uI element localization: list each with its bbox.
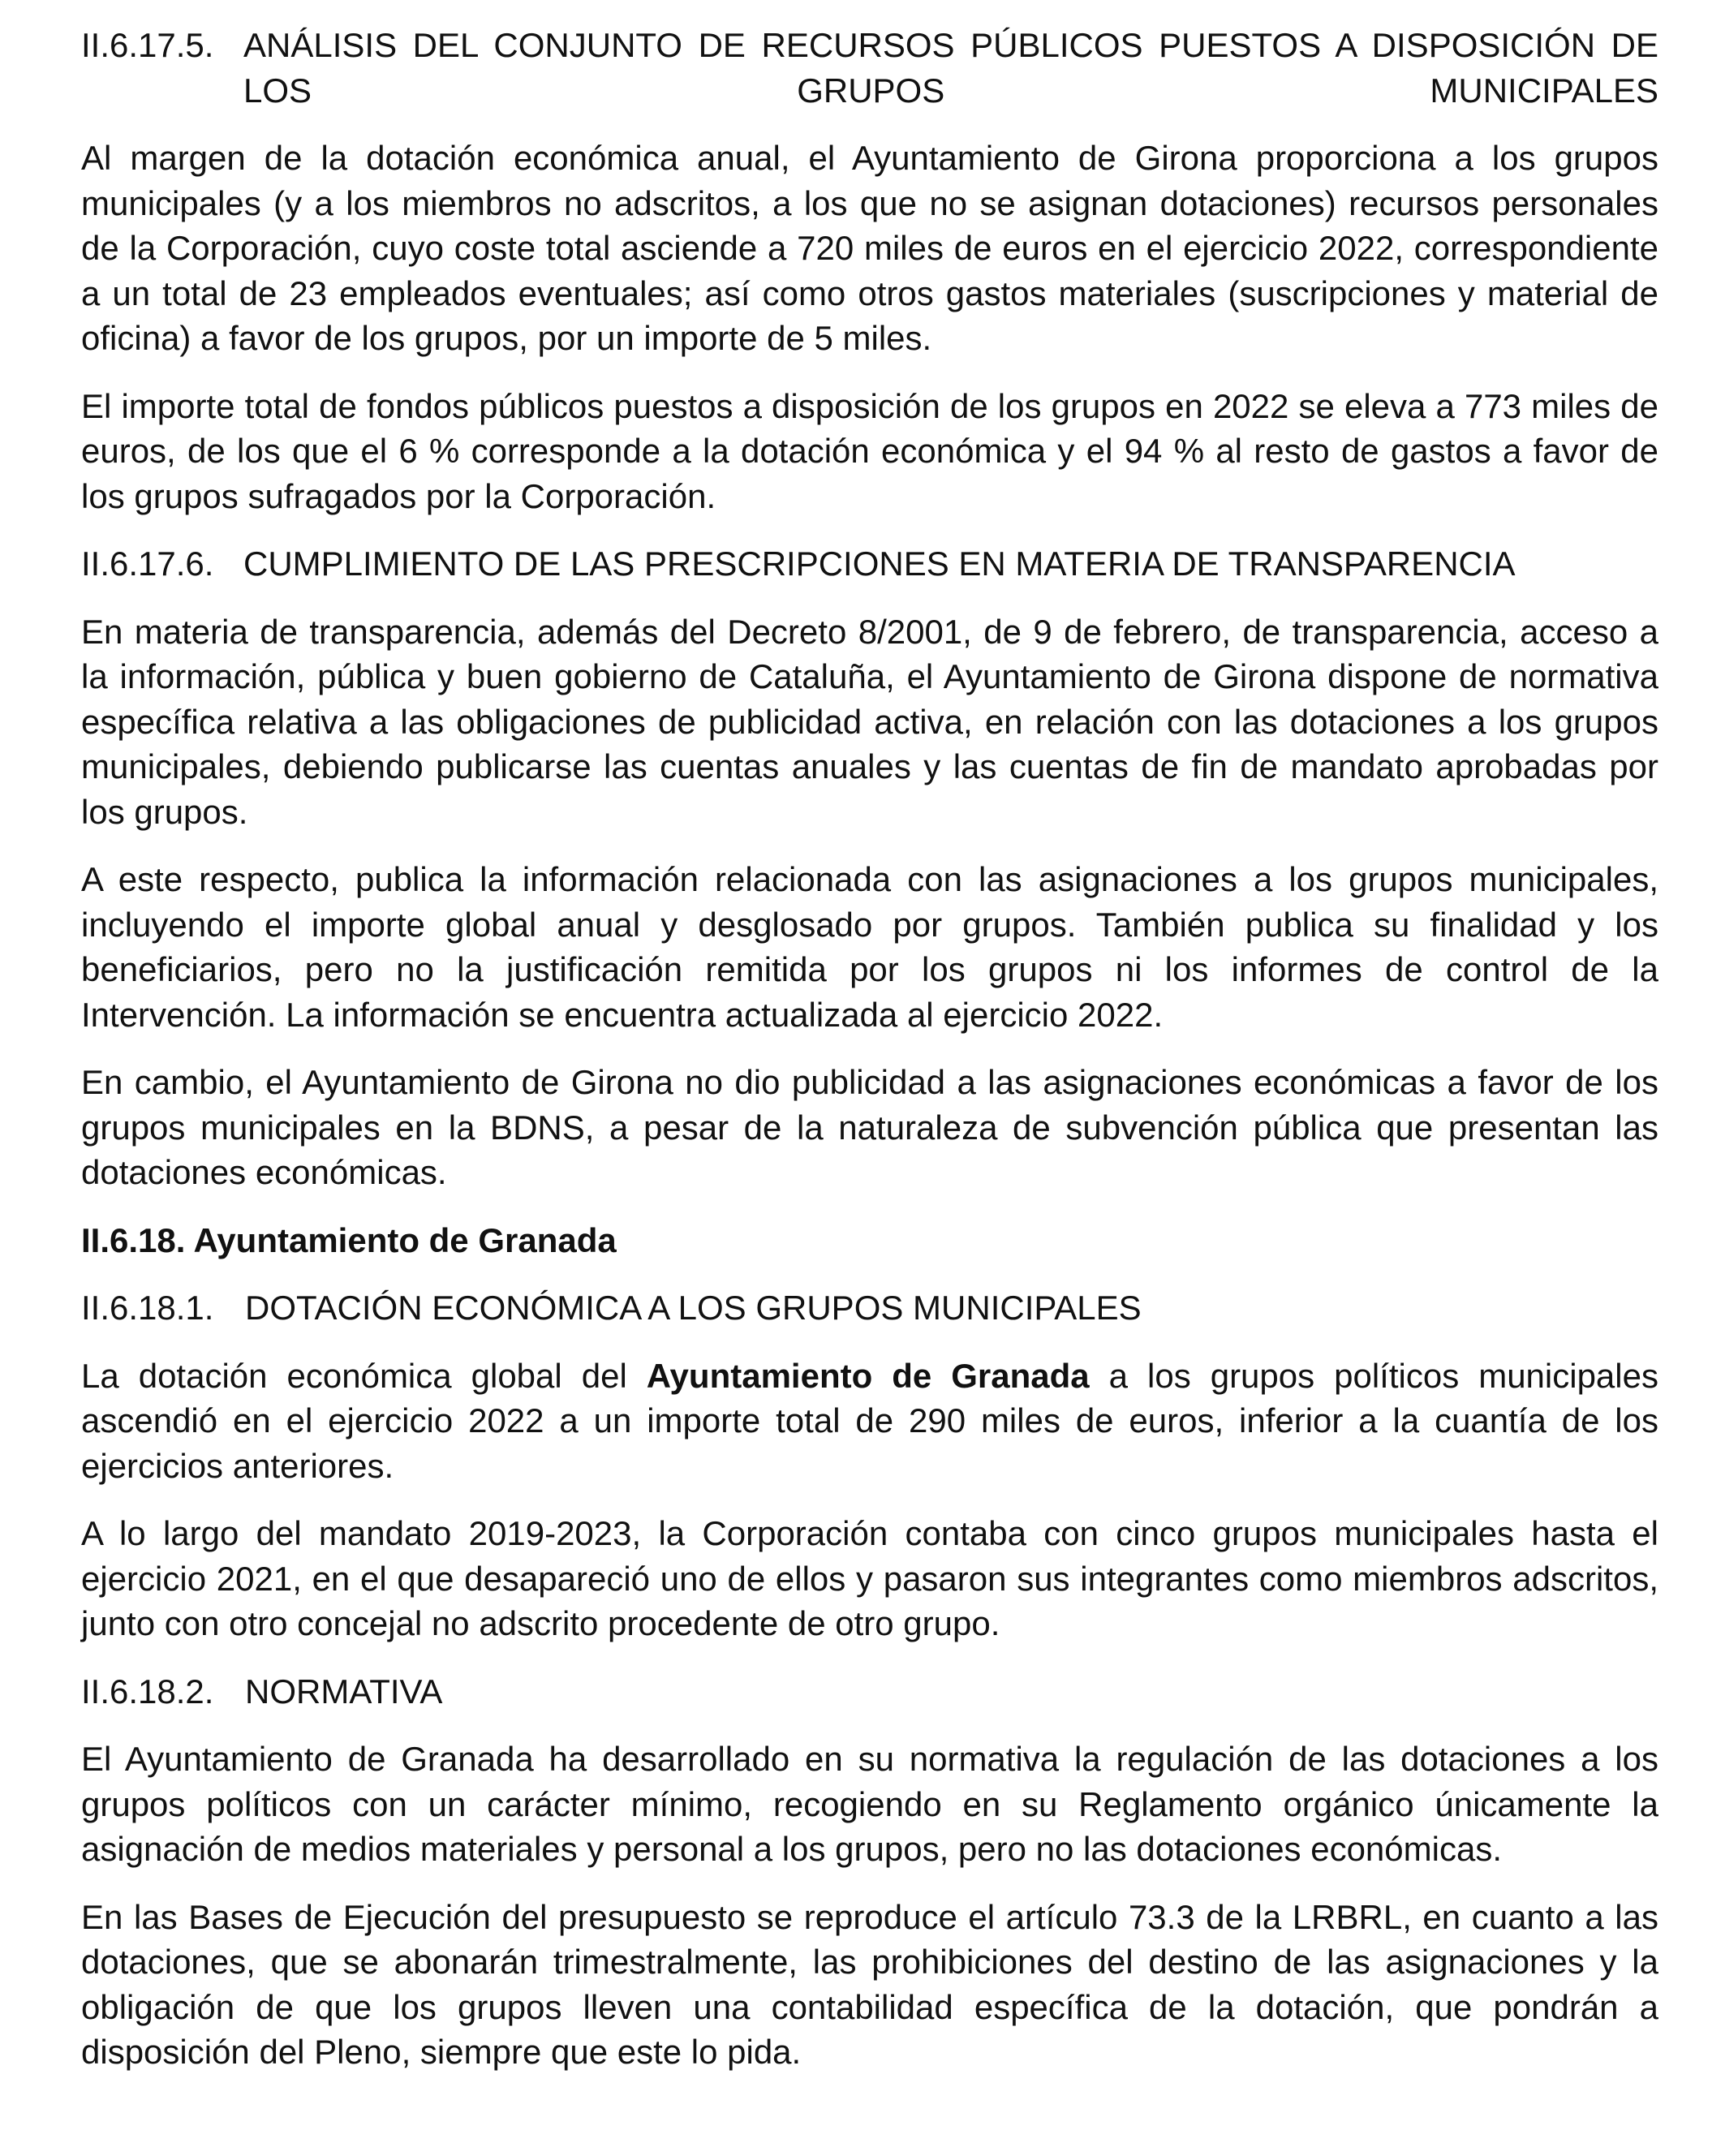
heading-title: DOTACIÓN ECONÓMICA A LOS GRUPOS MUNICIPALES [245, 1289, 1142, 1327]
paragraph [81, 1353, 1658, 1489]
paragraph: En las Bases de Ejecución del presupuesto se reproduce el artículo 73.3 de la LRBRL, en cuanto a las dotaciones, que se abonarán trimestralmente, las prohibiciones del destino de las asignaciones y la obligación de que los grupos lleven una contabilidad específica de la dotación, que pondrán a disposición del Pleno, siempre que este lo pida. [81, 1897, 1658, 2071]
bold-entity-name: Ayuntamiento de Granada [646, 1356, 1090, 1395]
heading-title: NORMATIVA [245, 1672, 443, 1711]
paragraph: El importe total de fondos públicos puestos a disposición de los grupos en 2022 se eleva a 773 miles de euros, de los que el 6 % corresponde a la dotación económica y el 94 % al resto de gastos a favor de los grupos sufragados por la Corporación. [81, 386, 1658, 515]
paragraph: Al margen de la dotación económica anual, el Ayuntamiento de Girona proporciona a los grupos municipales (y a los miembros no adscritos, a los que no se asignan dotaciones) recursos personales de la Corporación, cuyo coste total asciende a 720 miles de euros en el ejercicio 2022, correspondiente a un total de 23 empleados eventuales; así como otros gastos materiales (suscripciones y material de oficina) a favor de los grupos, por un importe de 5 miles. [81, 139, 1658, 357]
section-heading-ii-6-18: II.6.18. Ayuntamiento de Granada [81, 1220, 617, 1259]
paragraph-text: La dotación económica global del [81, 1356, 647, 1395]
paragraph-text: a los grupos políticos municipales ascendió en el ejercicio 2022 a un importe total de 290 miles de euros, inferior a la cuantía de los ejercicios anteriores. [81, 1356, 1658, 1485]
heading-ii-6-17-5 [81, 23, 1658, 113]
heading-title: ANÁLISIS DEL CONJUNTO DE RECURSOS PÚBLICOS PUESTOS A DISPOSICIÓN DE LOS GRUPOS MUNICIPALES [243, 26, 1658, 110]
paragraph: A lo largo del mandato 2019-2023, la Corporación contaba con cinco grupos municipales hasta el ejercicio 2021, en el que desapareció uno de ellos y pasaron sus integrantes como miembros adscritos, junto con otro concejal no adscrito procedente de otro grupo. [81, 1514, 1658, 1642]
heading-ii-6-18-1 [81, 1285, 1658, 1331]
heading-number: II.6.17.5. [81, 26, 214, 64]
document-page [81, 23, 1658, 2098]
paragraph: En cambio, el Ayuntamiento de Girona no dio publicidad a las asignaciones económicas a favor de los grupos municipales en la BDNS, a pesar de la naturaleza de subvención pública que presentan las dotaciones económicas. [81, 1063, 1658, 1191]
heading-number: II.6.17.6. [81, 544, 214, 583]
heading-title: CUMPLIMIENTO DE LAS PRESCRIPCIONES EN MATERIA DE TRANSPARENCIA [243, 544, 1516, 583]
heading-ii-6-18-2 [81, 1669, 1658, 1715]
paragraph: A este respecto, publica la información relacionada con las asignaciones a los grupos municipales, incluyendo el importe global anual y desglosado por grupos. También publica su finalidad y los beneficiarios, pero no la justificación remitida por los grupos ni los informes de control de la Intervención. La información se encuentra actualizada al ejercicio 2022. [81, 860, 1658, 1034]
heading-number: II.6.18.2. [81, 1672, 214, 1711]
heading-number: II.6.18.1. [81, 1289, 214, 1327]
heading-ii-6-17-6 [81, 541, 1658, 587]
paragraph: En materia de transparencia, además del Decreto 8/2001, de 9 de febrero, de transparencia, acceso a la información, pública y buen gobierno de Cataluña, el Ayuntamiento de Girona dispone de normativa específica relativa a las obligaciones de publicidad activa, en relación con las dotaciones a los grupos municipales, debiendo publicarse las cuentas anuales y las cuentas de fin de mandato aprobadas por los grupos. [81, 612, 1658, 831]
paragraph: El Ayuntamiento de Granada ha desarrollado en su normativa la regulación de las dotaciones a los grupos políticos con un carácter mínimo, recogiendo en su Reglamento orgánico únicamente la asignación de medios materiales y personal a los grupos, pero no las dotaciones económicas. [81, 1740, 1658, 1868]
